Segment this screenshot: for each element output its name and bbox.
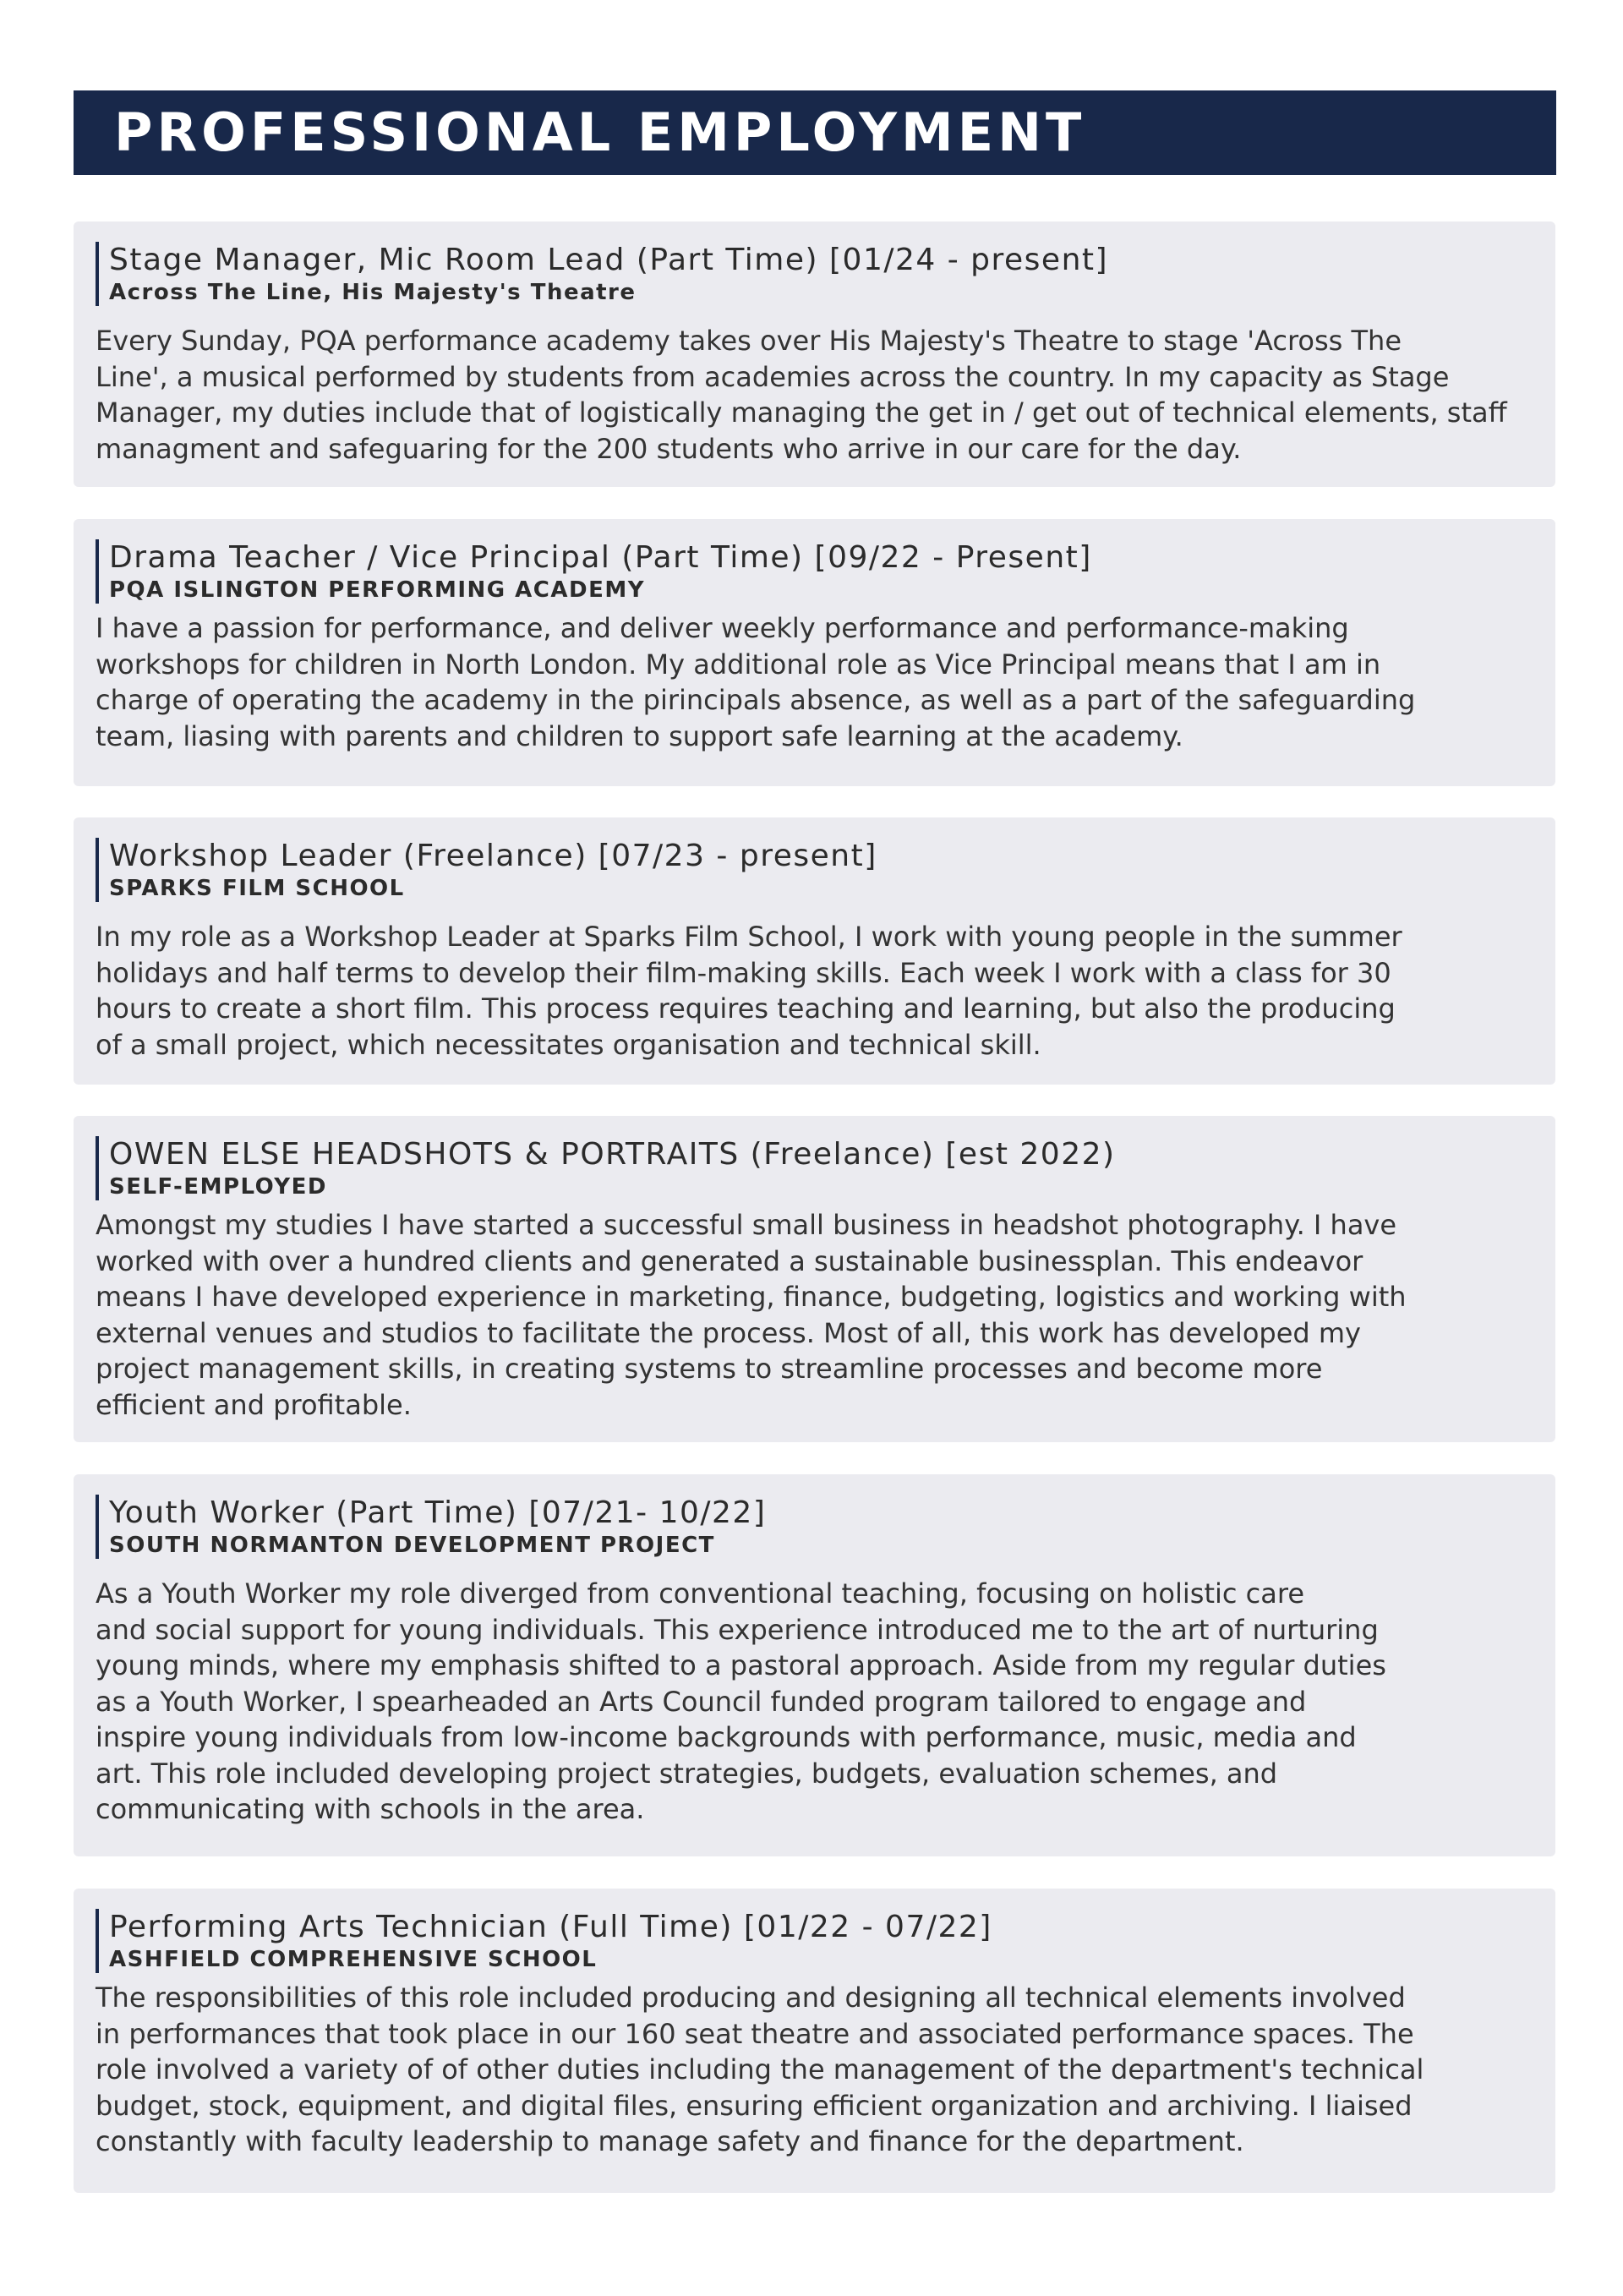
role-heading [96,1495,1533,1559]
description-line: I have a passion for performance, and deliver weekly performance and performance-making [96,612,1349,644]
job-description [96,1576,1533,1828]
description-line: budget, stock, equipment, and digital files, ensuring efficient organization and archiving. I liaised [96,2089,1413,2122]
description-line: as a Youth Worker, I spearheaded an Arts Council funded program tailored to engage and [96,1685,1307,1718]
job-description [96,323,1533,467]
job-organization: SELF-EMPLOYED [109,1174,327,1200]
job-card [74,1889,1555,2193]
description-line: constantly with faculty leadership to manage safety and finance for the department. [96,2125,1244,2157]
role-heading [96,838,1533,902]
job-title: Stage Manager, Mic Room Lead (Part Time) [01/24 - present] [109,243,1109,277]
description-line: inspire young individuals from low-income backgrounds with performance, music, media and [96,1721,1357,1753]
description-line: Every Sunday, PQA performance academy takes over His Majesty's Theatre to stage 'Across The [96,325,1402,357]
job-description [96,1207,1533,1423]
description-line: communicating with schools in the area. [96,1793,645,1825]
description-line: Line', a musical performed by students from academies across the country. In my capacity as Stage [96,360,1450,393]
job-description [96,919,1533,1063]
description-line: art. This role included developing project strategies, budgets, evaluation schemes, and [96,1757,1278,1790]
description-line: in performances that took place in our 160 seat theatre and associated performance spaces. The [96,2017,1414,2050]
description-line: Amongst my studies I have started a successful small business in headshot photography. I have [96,1209,1397,1241]
role-heading [96,242,1533,306]
job-description [96,1980,1533,2160]
section-header [74,90,1556,175]
job-title: Workshop Leader (Freelance) [07/23 - present] [109,839,877,873]
section-title: PROFESSIONAL EMPLOYMENT [114,101,1086,163]
description-line: of a small project, which necessitates organisation and technical skill. [96,1028,1041,1061]
description-line: charge of operating the academy in the pirincipals absence, as well as a part of the safeguarding [96,684,1416,716]
job-organization: PQA ISLINGTON PERFORMING ACADEMY [109,577,646,603]
description-line: workshops for children in North London. My additional role as Vice Principal means that I am in [96,648,1381,681]
job-card [74,221,1555,487]
description-line: means I have developed experience in marketing, finance, budgeting, logistics and working with [96,1281,1407,1313]
job-organization: SOUTH NORMANTON DEVELOPMENT PROJECT [109,1533,715,1558]
description-line: team, liasing with parents and children to support safe learning at the academy. [96,719,1183,752]
description-line: young minds, where my emphasis shifted to a pastoral approach. Aside from my regular duties [96,1649,1386,1681]
job-card [74,817,1555,1085]
role-heading [96,1136,1533,1200]
job-organization: SPARKS FILM SCHOOL [109,876,405,901]
job-title: Drama Teacher / Vice Principal (Part Time) [09/22 - Present] [109,540,1092,575]
description-line: role involved a variety of of other duties including the management of the department's technical [96,2053,1424,2086]
role-heading [96,1909,1533,1973]
role-heading [96,539,1533,604]
job-title: OWEN ELSE HEADSHOTS & PORTRAITS (Freelance) [est 2022) [109,1137,1116,1172]
description-line: As a Youth Worker my role diverged from conventional teaching, focusing on holistic care [96,1577,1304,1610]
description-line: efficient and profitable. [96,1388,412,1421]
job-card [74,1116,1555,1442]
description-line: and social support for young individuals. This experience introduced me to the art of nurturing [96,1613,1379,1646]
job-card [74,519,1555,786]
description-line: project management skills, in creating systems to streamline processes and become more [96,1353,1323,1385]
description-line: holidays and half terms to develop their film-making skills. Each week I work with a class for 30 [96,956,1391,989]
description-line: managment and safeguaring for the 200 students who arrive in our care for the day. [96,432,1242,465]
description-line: worked with over a hundred clients and generated a sustainable businessplan. This endeavor [96,1244,1363,1277]
description-line: The responsibilities of this role included producing and designing all technical elements involved [96,1982,1406,2014]
description-line: external venues and studios to facilitate the process. Most of all, this work has developed my [96,1316,1361,1349]
job-organization: Across The Line, His Majesty's Theatre [109,280,637,305]
description-line: hours to create a short film. This process requires teaching and learning, but also the producing [96,992,1396,1025]
job-organization: ASHFIELD COMPREHENSIVE SCHOOL [109,1947,598,1972]
job-description [96,610,1533,754]
job-title: Youth Worker (Part Time) [07/21- 10/22] [109,1495,767,1530]
description-line: In my role as a Workshop Leader at Sparks Film School, I work with young people in the summer [96,921,1402,953]
description-line: Manager, my duties include that of logistically managing the get in / get out of technical elements, staff [96,396,1507,429]
job-card [74,1474,1555,1856]
job-title: Performing Arts Technician (Full Time) [01/22 - 07/22] [109,1910,992,1944]
